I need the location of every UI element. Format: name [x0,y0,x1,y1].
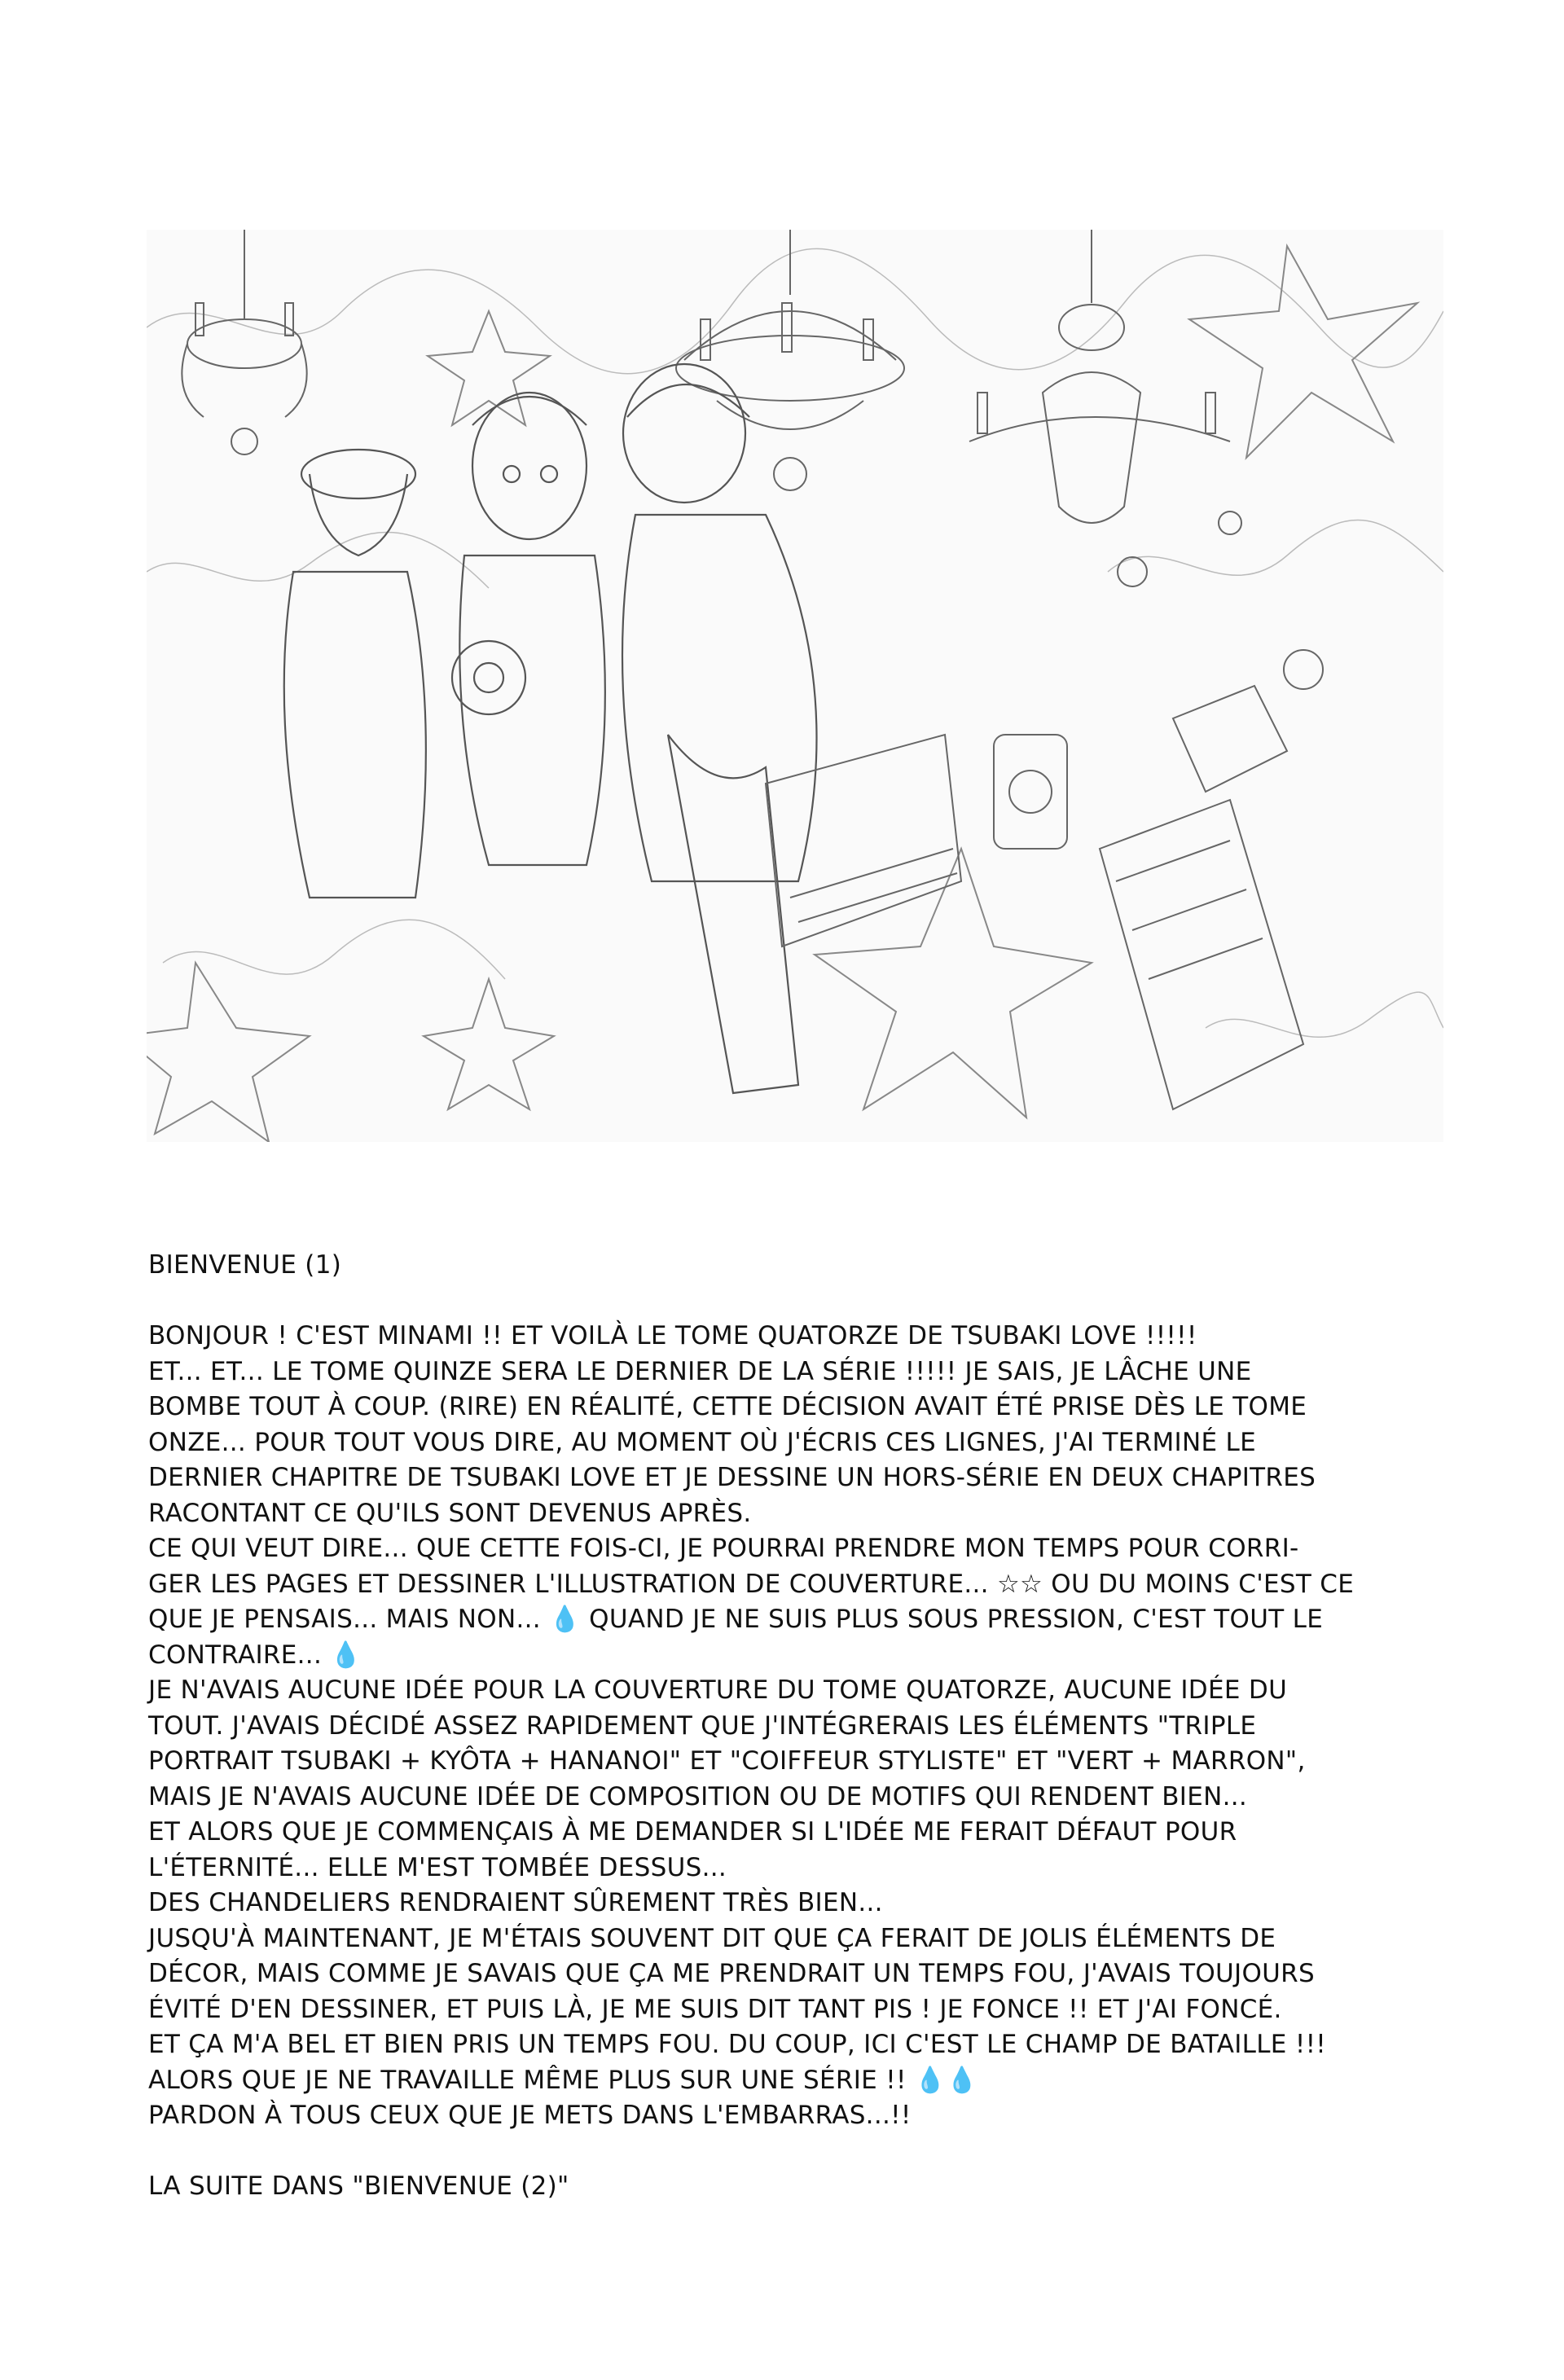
text-line: RACONTANT CE QU'ILS SONT DEVENUS APRÈS. [148,1498,752,1528]
text-line: BONJOUR ! C'EST MINAMI !! ET VOILÀ LE TOME QUATORZE DE TSUBAKI LOVE !!!!! [148,1321,1197,1350]
star-ornaments [147,246,1417,1142]
article-text [148,1248,1448,2205]
text-line: MAIS JE N'AVAIS AUCUNE IDÉE DE COMPOSITION OU DE MOTIFS QUI RENDENT BIEN... [148,1781,1248,1811]
text-line: DES CHANDELIERS RENDRAIENT SÛREMENT TRÈS BIEN... [148,1888,883,1917]
text-line: ET ÇA M'A BEL ET BIEN PRIS UN TEMPS FOU. DU COUP, ICI C'EST LE CHAMP DE BATAILLE !!! [148,2030,1327,2059]
props-sketch [766,650,1323,1109]
chandelier-center [676,230,904,490]
figures-sketch [284,364,817,1093]
text-line: DERNIER CHAPITRE DE TSUBAKI LOVE ET JE DESSINE UN HORS-SÉRIE EN DEUX CHAPITRES [148,1463,1316,1492]
article-title: BIENVENUE (1) [148,1250,342,1280]
text-line: ÉVITÉ D'EN DESSINER, ET PUIS LÀ, JE ME SUIS DIT TANT PIS ! JE FONCE !! ET J'AI FONCÉ. [148,1994,1282,2024]
text-line: L'ÉTERNITÉ... ELLE M'EST TOMBÉE DESSUS... [148,1852,727,1882]
text-line: TOUT. J'AVAIS DÉCIDÉ ASSEZ RAPIDEMENT QUE J'INTÉGRERAIS LES ÉLÉMENTS "TRIPLE [148,1710,1257,1741]
spacer [148,1284,1448,1320]
text-line: ONZE... POUR TOUT VOUS DIRE, AU MOMENT OÙ J'ÉCRIS CES LIGNES, J'AI TERMINÉ LE [148,1427,1256,1457]
text-line: JE N'AVAIS AUCUNE IDÉE POUR LA COUVERTURE DU TOME QUATORZE, AUCUNE IDÉE DU [148,1675,1288,1705]
text-line: CE QUI VEUT DIRE... QUE CETTE FOIS-CI, JE POURRAI PRENDRE MON TEMPS POUR CORRI- [148,1534,1299,1563]
cover-sketch-illustration [147,230,1443,1142]
chandelier-left [182,230,306,454]
text-line: GER LES PAGES ET DESSINER L'ILLUSTRATION DE COUVERTURE... ☆☆ OU DU MOINS C'EST CE [148,1569,1355,1599]
text-line: JUSQU'À MAINTENANT, JE M'ÉTAIS SOUVENT DIT QUE ÇA FERAIT DE JOLIS ÉLÉMENTS DE [148,1923,1276,1953]
text-line: ET ALORS QUE JE COMMENÇAIS À ME DEMANDER SI L'IDÉE ME FERAIT DÉFAUT POUR [148,1817,1237,1846]
chandelier-right [969,230,1241,586]
text-line: ET... ET... LE TOME QUINZE SERA LE DERNIER DE LA SÉRIE !!!!! JE SAIS, JE LÂCHE UNE [148,1356,1252,1386]
text-line: QUE JE PENSAIS... MAIS NON... 💧 QUAND JE NE SUIS PLUS SOUS PRESSION, C'EST TOUT LE [148,1605,1324,1634]
text-line: CONTRAIRE... 💧 [148,1640,362,1670]
spacer [148,2134,1448,2170]
text-line: PARDON À TOUS CEUX QUE JE METS DANS L'EMBARRAS...!! [148,2101,912,2130]
article-footer: LA SUITE DANS "BIENVENUE (2)" [148,2171,569,2201]
background-swirls [147,248,1443,1037]
text-line: PORTRAIT TSUBAKI + KYÔTA + HANANOI" ET "COIFFEUR STYLISTE" ET "VERT + MARRON", [148,1746,1306,1776]
text-line: BOMBE TOUT À COUP. (RIRE) EN RÉALITÉ, CETTE DÉCISION AVAIT ÉTÉ PRISE DÈS LE TOME [148,1392,1307,1421]
text-line: ALORS QUE JE NE TRAVAILLE MÊME PLUS SUR UNE SÉRIE !! 💧💧 [148,2065,978,2095]
text-line: DÉCOR, MAIS COMME JE SAVAIS QUE ÇA ME PRENDRAIT UN TEMPS FOU, J'AVAIS TOUJOURS [148,1959,1315,1988]
